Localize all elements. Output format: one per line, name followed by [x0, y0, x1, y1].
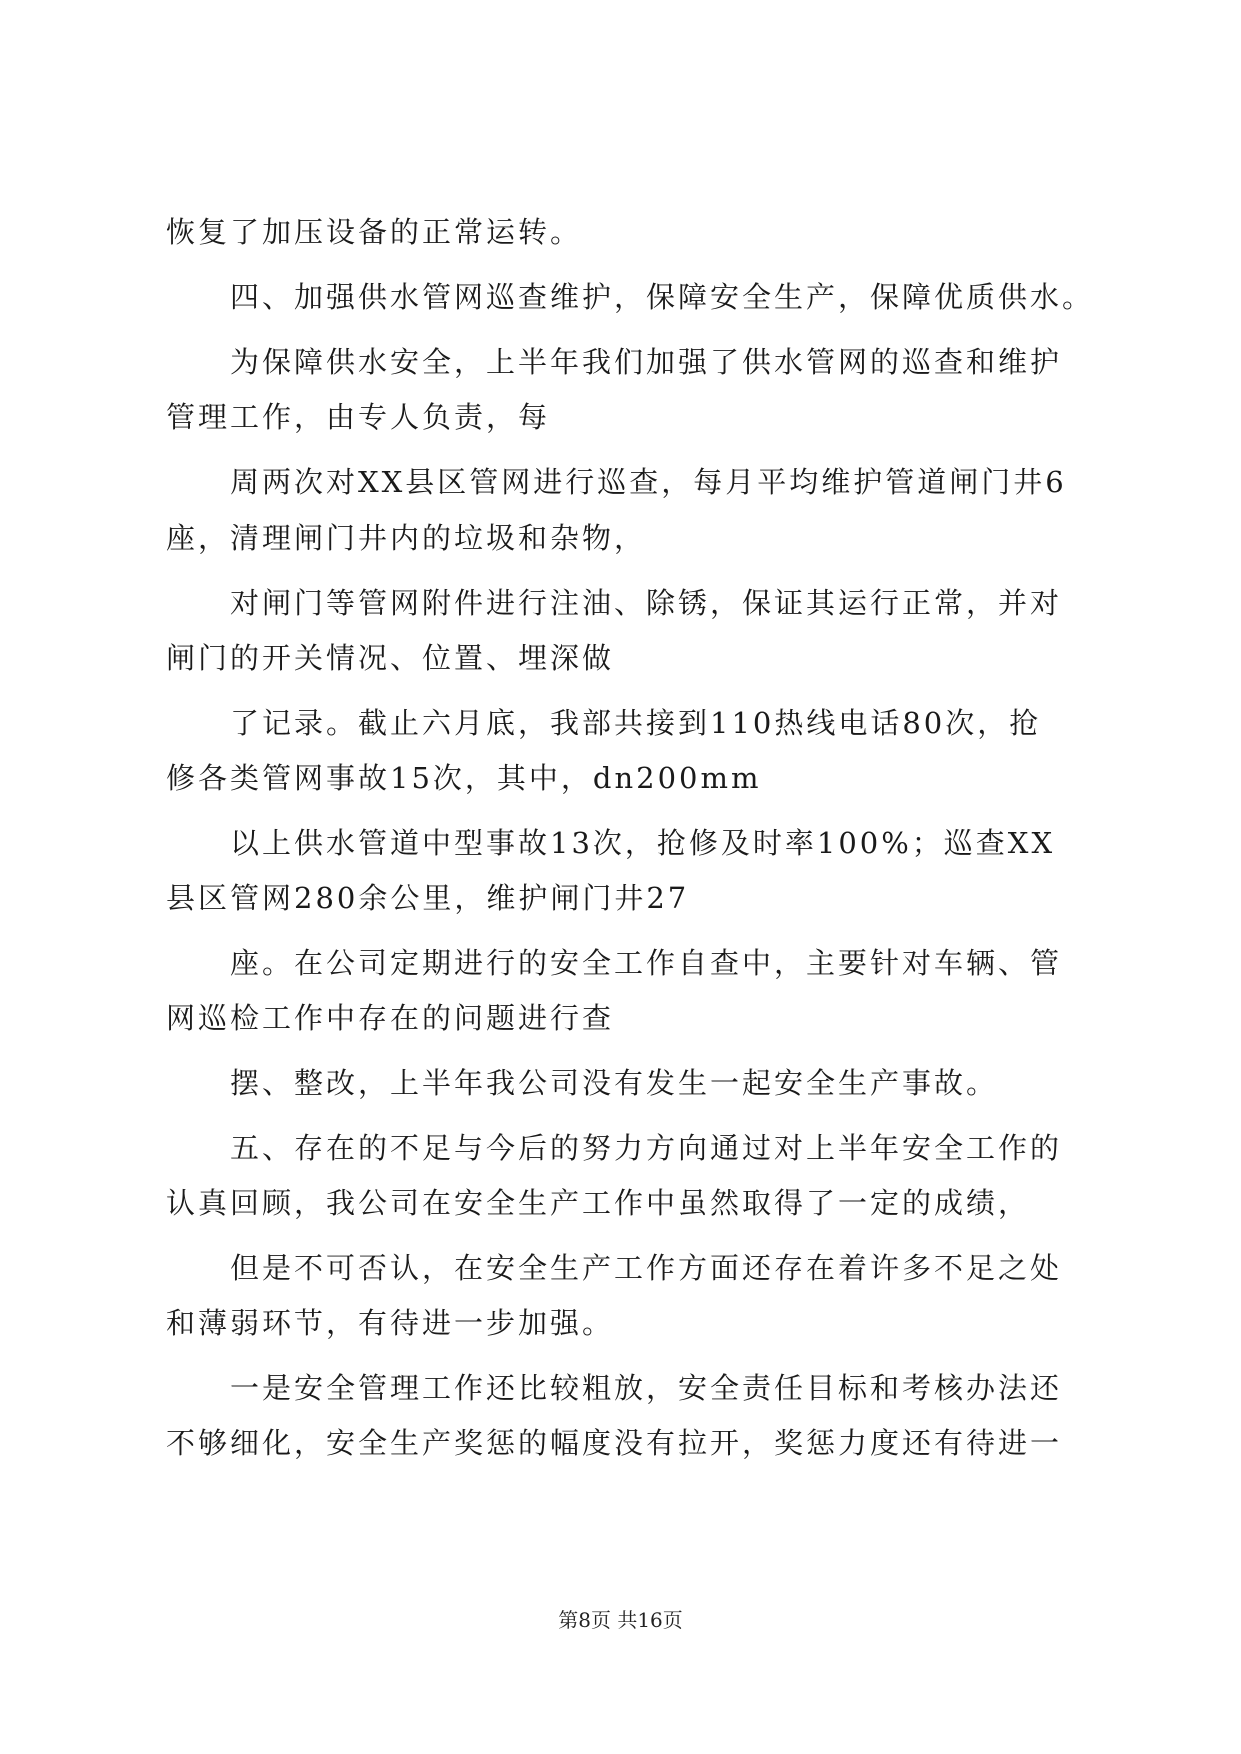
- text-line: 周两次对XX县区管网进行巡查，每月平均维护管道闸门井6: [230, 465, 1067, 499]
- text-line: 摆、整改，上半年我公司没有发生一起安全生产事故。: [230, 1066, 999, 1100]
- text-line: 座，清理闸门井内的垃圾和杂物，: [166, 521, 647, 555]
- text-line: 座。在公司定期进行的安全工作自查中，主要针对车辆、管: [230, 946, 1063, 980]
- text-line: 修各类管网事故15次，其中，dn200mm: [166, 761, 762, 795]
- text-line: 和薄弱环节，有待进一步加强。: [166, 1306, 615, 1340]
- text-line: 网巡检工作中存在的问题进行查: [166, 1001, 615, 1035]
- page-number-footer: 第8页 共16页: [558, 1608, 683, 1632]
- text-line: 县区管网280余公里，维护闸门井27: [166, 881, 690, 915]
- text-line: 但是不可否认，在安全生产工作方面还存在着许多不足之处: [230, 1251, 1063, 1285]
- text-line: 为保障供水安全，上半年我们加强了供水管网的巡查和维护: [230, 345, 1063, 379]
- section-heading: 五、存在的不足与今后的努力方向通过对上半年安全工作的: [230, 1131, 1063, 1165]
- text-line: 恢复了加压设备的正常运转。: [166, 215, 583, 249]
- text-line: 认真回顾，我公司在安全生产工作中虽然取得了一定的成绩，: [166, 1186, 1031, 1220]
- text-line: 管理工作，由专人负责，每: [166, 400, 551, 434]
- text-line: 不够细化，安全生产奖惩的幅度没有拉开，奖惩力度还有待进一: [166, 1426, 1063, 1460]
- section-heading: 四、加强供水管网巡查维护，保障安全生产，保障优质供水。: [230, 280, 1095, 314]
- text-line: 以上供水管道中型事故13次，抢修及时率100%；巡查XX: [230, 826, 1056, 860]
- text-line: 对闸门等管网附件进行注油、除锈，保证其运行正常，并对: [230, 586, 1063, 620]
- text-line: 一是安全管理工作还比较粗放，安全责任目标和考核办法还: [230, 1371, 1063, 1405]
- text-line: 闸门的开关情况、位置、埋深做: [166, 641, 615, 675]
- text-line: 了记录。截止六月底，我部共接到110热线电话80次，抢: [230, 706, 1042, 740]
